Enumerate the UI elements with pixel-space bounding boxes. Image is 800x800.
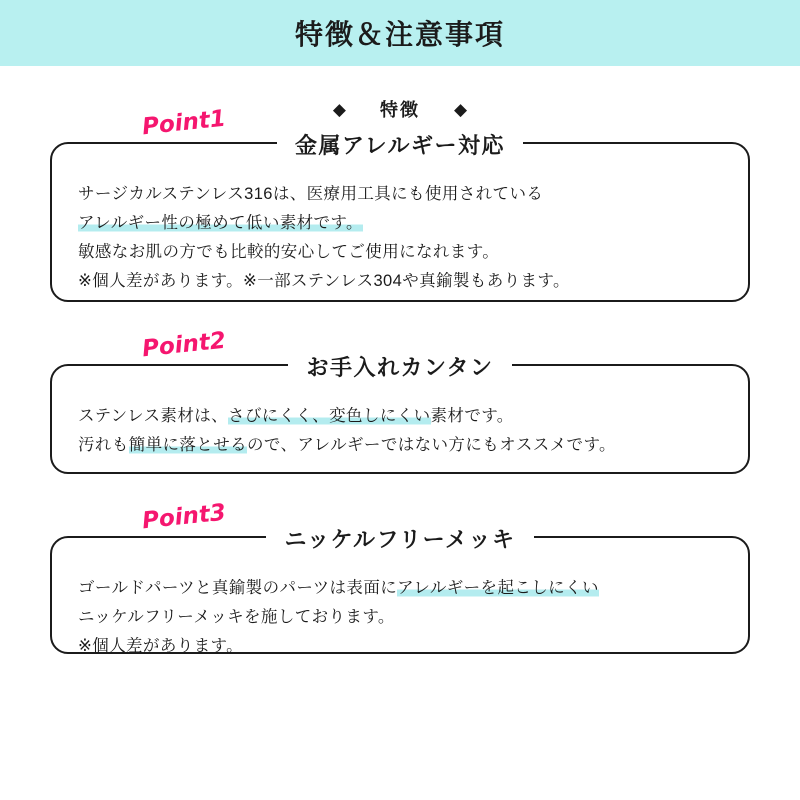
body-line: [78, 180, 722, 209]
body-line: [78, 603, 722, 632]
point-label: Point1: [140, 105, 228, 141]
point-card: [50, 527, 750, 655]
body-line: [78, 238, 722, 267]
body-line: [78, 431, 722, 460]
point-block: [50, 327, 750, 474]
body-text: 敏感なお肌の方でも比較的安心してご使用になれます。: [78, 242, 500, 261]
point-body: [78, 180, 722, 296]
highlighted-text: アレルギーを起こしにくい: [397, 579, 599, 597]
body-text: ステンレス素材は、: [78, 407, 229, 425]
body-line: [78, 632, 722, 661]
point-body: [78, 574, 722, 661]
body-line: [78, 574, 722, 603]
body-line: [78, 209, 722, 238]
highlighted-text: さびにくく、変色しにくい: [228, 407, 431, 425]
section-heading-label: 特徴: [380, 100, 420, 120]
highlighted-text: 簡単に落とせる: [128, 435, 248, 454]
diamond-right-icon: ◆: [454, 99, 468, 119]
body-text: ※個人差があります。: [78, 636, 244, 655]
body-text: ゴールドパーツと真鍮製のパーツは表面に: [78, 579, 398, 597]
section-heading: [0, 96, 800, 122]
page-title: 特徴＆注意事項: [294, 19, 505, 50]
body-text: サージカルステンレス316は、医療用工具にも使用されている: [78, 185, 544, 203]
highlighted-text: アレルギー性の極めて低い素材です。: [78, 213, 363, 232]
body-text: 汚れも: [78, 435, 129, 454]
diamond-left-icon: ◆: [332, 99, 346, 119]
point-label: Point3: [140, 499, 228, 535]
point-title: ニッケルフリーメッキ: [266, 523, 533, 554]
body-text: ※個人差があります。※一部ステンレス304や真鍮製もあります。: [78, 271, 570, 290]
point-card: [50, 133, 750, 302]
body-text: 素材です。: [430, 407, 514, 425]
body-line: [78, 267, 722, 296]
body-text: ので、アレルギーではない方にもオススメです。: [247, 435, 616, 454]
body-text: ニッケルフリーメッキを施しております。: [78, 607, 395, 626]
point-title: お手入れカンタン: [288, 351, 511, 382]
body-line: [78, 402, 722, 431]
header-band: [0, 0, 800, 66]
point-label: Point2: [140, 327, 228, 363]
point-body: [78, 402, 722, 460]
point-title: 金属アレルギー対応: [277, 129, 523, 160]
point-card: [50, 355, 750, 474]
point-block: [50, 499, 750, 655]
